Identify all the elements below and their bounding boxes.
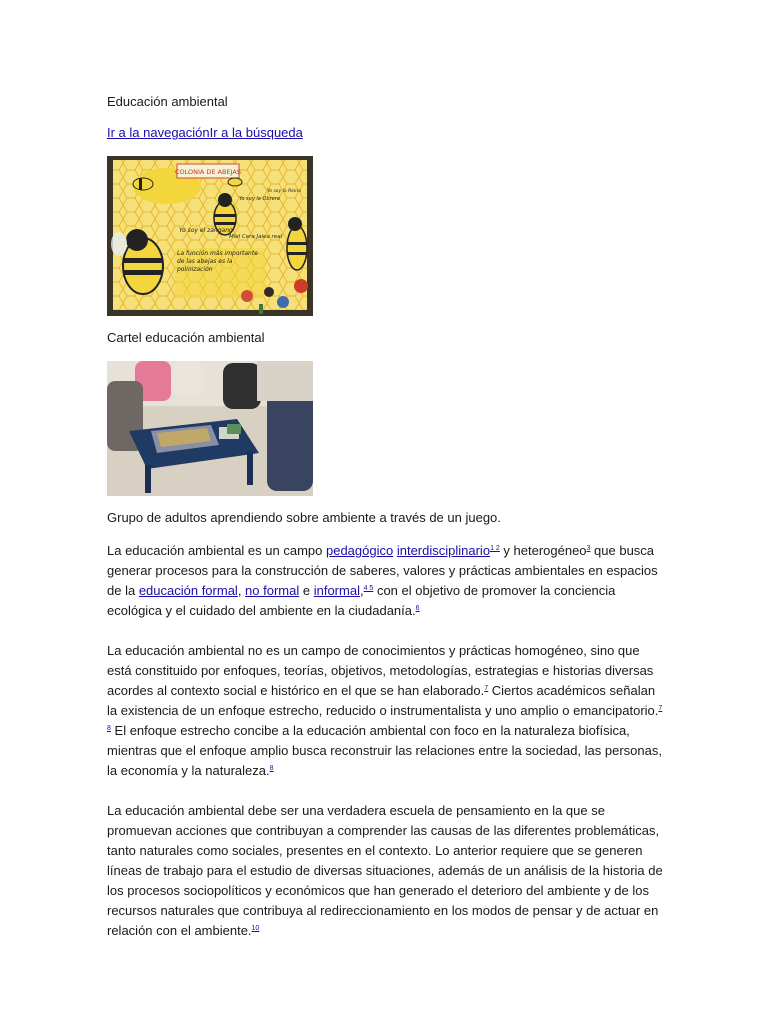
reference-link[interactable]: 6 bbox=[415, 605, 420, 612]
paragraph-text: La educación ambiental no es un campo de conocimientos y prácticas homogéneo, sino que está constituido por enfoques, teorías, objetivos, metodologías, estrategias e historias diversas acordes al contexto social e histórico en el que se han elaborado. bbox=[107, 643, 654, 698]
paragraph-2 bbox=[107, 641, 663, 781]
skip-to-navigation-link[interactable]: Ir a la navegación bbox=[107, 125, 210, 140]
reference-link[interactable]: 7 bbox=[484, 685, 489, 692]
reference-link[interactable]: 3 bbox=[586, 545, 591, 552]
link-interdisciplinario[interactable]: interdisciplinario bbox=[396, 543, 491, 558]
reference-8[interactable] bbox=[270, 765, 274, 772]
reference-link[interactable]: 10 bbox=[251, 925, 260, 932]
paragraph-text: que busca generar procesos para la construcción de saberes, valores y prácticas ambientales en espacios de la bbox=[107, 543, 658, 598]
poster-function-text: La función más importante de las abejas es la polinización bbox=[177, 250, 258, 273]
reference-10[interactable] bbox=[252, 925, 260, 932]
link-educacion-formal[interactable]: educación formal bbox=[138, 583, 238, 598]
reference-link[interactable]: 1 2 bbox=[490, 545, 500, 552]
bee-colony-poster-image bbox=[107, 156, 313, 316]
adults-playing-board-game-illustration bbox=[107, 361, 313, 496]
page-title: Educación ambiental bbox=[107, 94, 228, 109]
paragraph-text: con el objetivo de promover la conciencia ecológica y el cuidado del ambiente en la ciudadanía. bbox=[107, 583, 616, 618]
link-pedagogico[interactable]: pedagógico bbox=[325, 543, 394, 558]
poster-banner-text: COLONIA DE ABEJAS bbox=[174, 168, 242, 176]
reference-6[interactable] bbox=[416, 605, 420, 612]
poster-caption: Cartel educación ambiental bbox=[107, 330, 265, 345]
paragraph-text: e bbox=[299, 583, 314, 598]
paragraph-text: Ciertos académicos señalan la existencia de un enfoque estrecho, reducido o instrumentalista y uno amplio o emancipatorio. bbox=[107, 683, 659, 718]
skip-links bbox=[107, 123, 663, 143]
paragraph-text: y heterogéneo bbox=[499, 543, 587, 558]
link-no-formal[interactable]: no formal bbox=[245, 583, 300, 598]
paragraph-text: , bbox=[359, 583, 364, 598]
paragraph-text: La educación ambiental es un campo bbox=[107, 543, 326, 558]
poster-products-text: Miel Cera Jalea real bbox=[229, 234, 283, 240]
paragraph-1 bbox=[107, 541, 663, 621]
reference-link[interactable]: 7 8 bbox=[107, 705, 663, 732]
bee-colony-poster-illustration bbox=[107, 156, 313, 316]
group-photo-caption: Grupo de adultos aprendiendo sobre ambiente a través de un juego. bbox=[107, 510, 501, 525]
adults-playing-board-game-photo bbox=[107, 361, 313, 496]
paragraph-text: El enfoque estrecho concibe a la educación ambiental con foco en la naturaleza biofísica, mientras que el enfoque amplio busca reconstruir las relaciones entre la sociedad, las personas, la economía y la naturaleza. bbox=[107, 723, 662, 778]
article-content bbox=[107, 92, 663, 961]
paragraph-3 bbox=[107, 801, 663, 941]
poster-queen-text: Yo soy la Reina bbox=[267, 189, 301, 194]
reference-4-5[interactable] bbox=[364, 585, 374, 592]
reference-link[interactable]: 4 5 bbox=[363, 585, 374, 592]
reference-1-2[interactable] bbox=[490, 545, 500, 552]
link-informal[interactable]: informal bbox=[313, 583, 360, 598]
paragraph-text: , bbox=[237, 583, 246, 598]
paragraph-text: La educación ambiental debe ser una verdadera escuela de pensamiento en la que se promuevan acciones que contribuyan a comprender las causas de las diferentes problemáticas, tanto naturales como sociales, presentes en el contexto. Lo anterior requiere que se generen líneas de trabajo para el estudio de diversas situaciones, además de un análisis de la historia de los procesos sociopolíticos y económicos que han generado el deterioro del ambiente y de los recursos naturales que contribuya al redireccionamiento en los modos de pensar y de actuar en relación con el ambiente. bbox=[107, 803, 663, 938]
poster-worker-text: Yo soy la Obrera bbox=[239, 196, 280, 202]
reference-link[interactable]: 8 bbox=[269, 765, 274, 772]
poster-drone-text: Yo soy el zángano bbox=[179, 227, 233, 234]
skip-to-search-link[interactable]: Ir a la búsqueda bbox=[209, 125, 303, 140]
